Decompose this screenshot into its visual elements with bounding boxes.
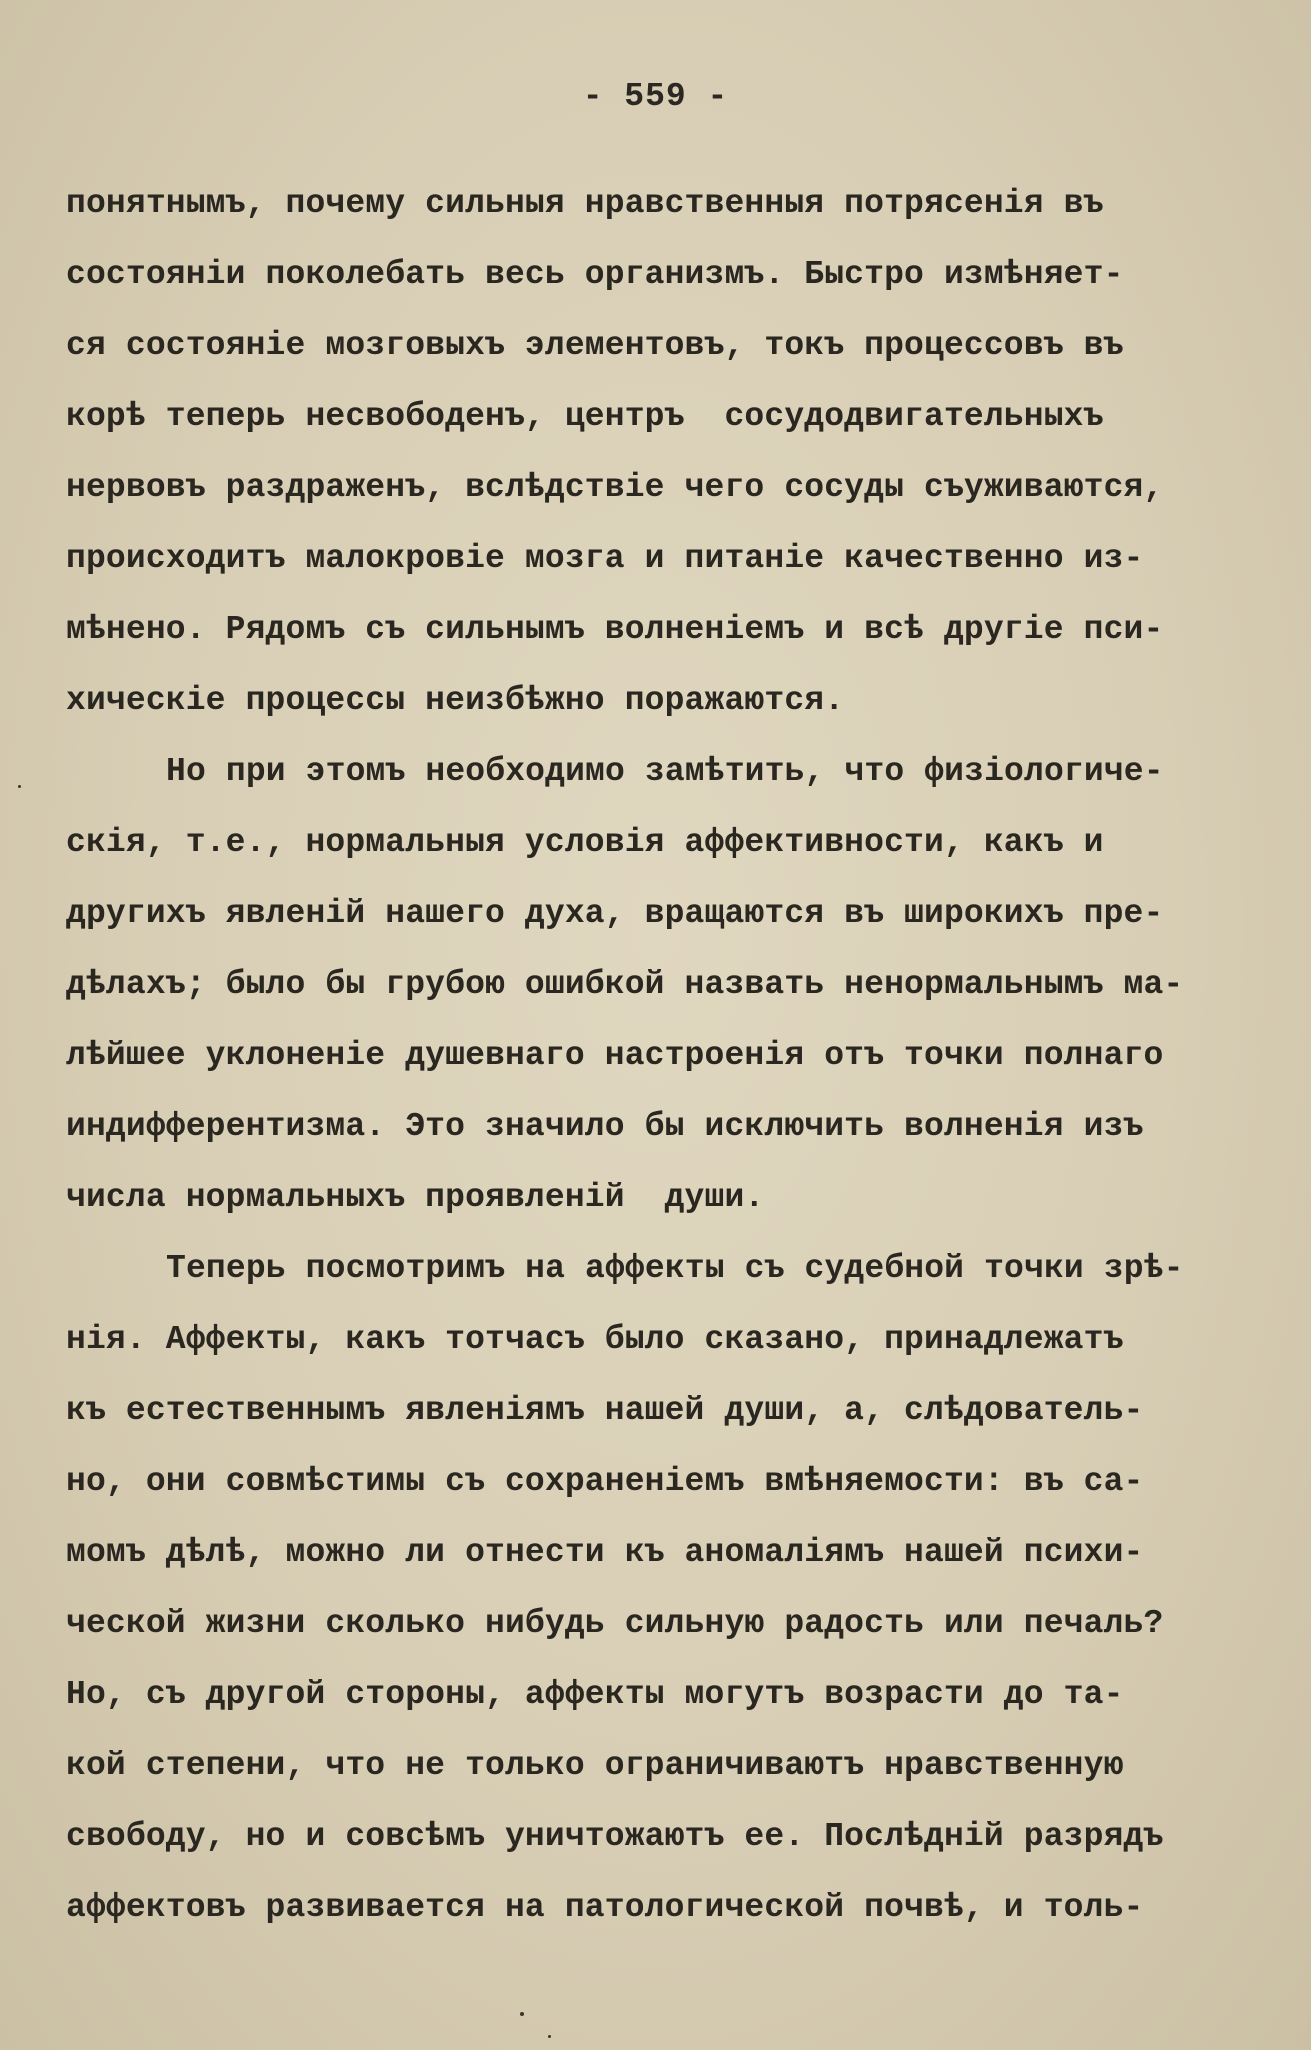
text-line: но, они совмѣстимы съ сохраненіемъ вмѣняемости: въ са- [66, 1463, 1144, 1500]
text-line: къ естественнымъ явленіямъ нашей души, а, слѣдователь- [66, 1392, 1144, 1429]
body-text [66, 168, 1266, 1943]
text-line: числа нормальныхъ проявленій души. [66, 1179, 765, 1216]
text-line: нервовъ раздраженъ, вслѣдствіе чего сосуды съуживаются, [66, 469, 1164, 506]
text-line: другихъ явленій нашего духа, вращаются въ широкихъ пре- [66, 895, 1164, 932]
text-line: мѣнено. Рядомъ съ сильнымъ волненіемъ и всѣ другіе пси- [66, 611, 1164, 648]
text-line: ся состояніе мозговыхъ элементовъ, токъ процессовъ въ [66, 327, 1124, 364]
text-line: Но при этомъ необходимо замѣтить, что физіологиче- [166, 753, 1164, 790]
text-line: момъ дѣлѣ, можно ли отнести къ аномаліямъ нашей психи- [66, 1534, 1144, 1571]
ink-speck [18, 785, 21, 788]
text-line: аффектовъ развивается на патологической почвѣ, и толь- [66, 1889, 1144, 1926]
page-number: - 559 - [582, 78, 729, 115]
text-line: ческой жизни сколько нибудь сильную радость или печаль? [66, 1605, 1164, 1642]
text-line: скія, т.е., нормальныя условія аффективности, какъ и [66, 824, 1104, 861]
text-line: Теперь посмотримъ на аффекты съ судебной точки зрѣ- [166, 1250, 1184, 1287]
paragraph-2 [66, 736, 1266, 1233]
text-line: Но, съ другой стороны, аффекты могутъ возрасти до та- [66, 1676, 1124, 1713]
text-line: понятнымъ, почему сильныя нравственныя потрясенія въ [66, 185, 1104, 222]
text-line: кой степени, что не только ограничиваютъ нравственную [66, 1747, 1124, 1784]
text-line: индифферентизма. Это значило бы исключить волненія изъ [66, 1108, 1144, 1145]
paragraph-3 [66, 1233, 1266, 1943]
text-line: корѣ теперь несвободенъ, центръ сосудодвигательныхъ [66, 398, 1104, 435]
text-line: дѣлахъ; было бы грубою ошибкой назвать ненормальнымъ ма- [66, 966, 1184, 1003]
ink-speck [548, 2035, 551, 2038]
paragraph-1 [66, 168, 1266, 736]
text-line: происходитъ малокровіе мозга и питаніе качественно из- [66, 540, 1144, 577]
text-line: лѣйшее уклоненіе душевнаго настроенія отъ точки полнаго [66, 1037, 1164, 1074]
text-line: свободу, но и совсѣмъ уничтожаютъ ее. Послѣдній разрядъ [66, 1818, 1164, 1855]
text-line: нія. Аффекты, какъ тотчасъ было сказано, принадлежатъ [66, 1321, 1124, 1358]
text-line: состояніи поколебать весь организмъ. Быстро измѣняет- [66, 256, 1124, 293]
ink-speck [520, 2012, 524, 2016]
text-line: хическіе процессы неизбѣжно поражаются. [66, 682, 845, 719]
